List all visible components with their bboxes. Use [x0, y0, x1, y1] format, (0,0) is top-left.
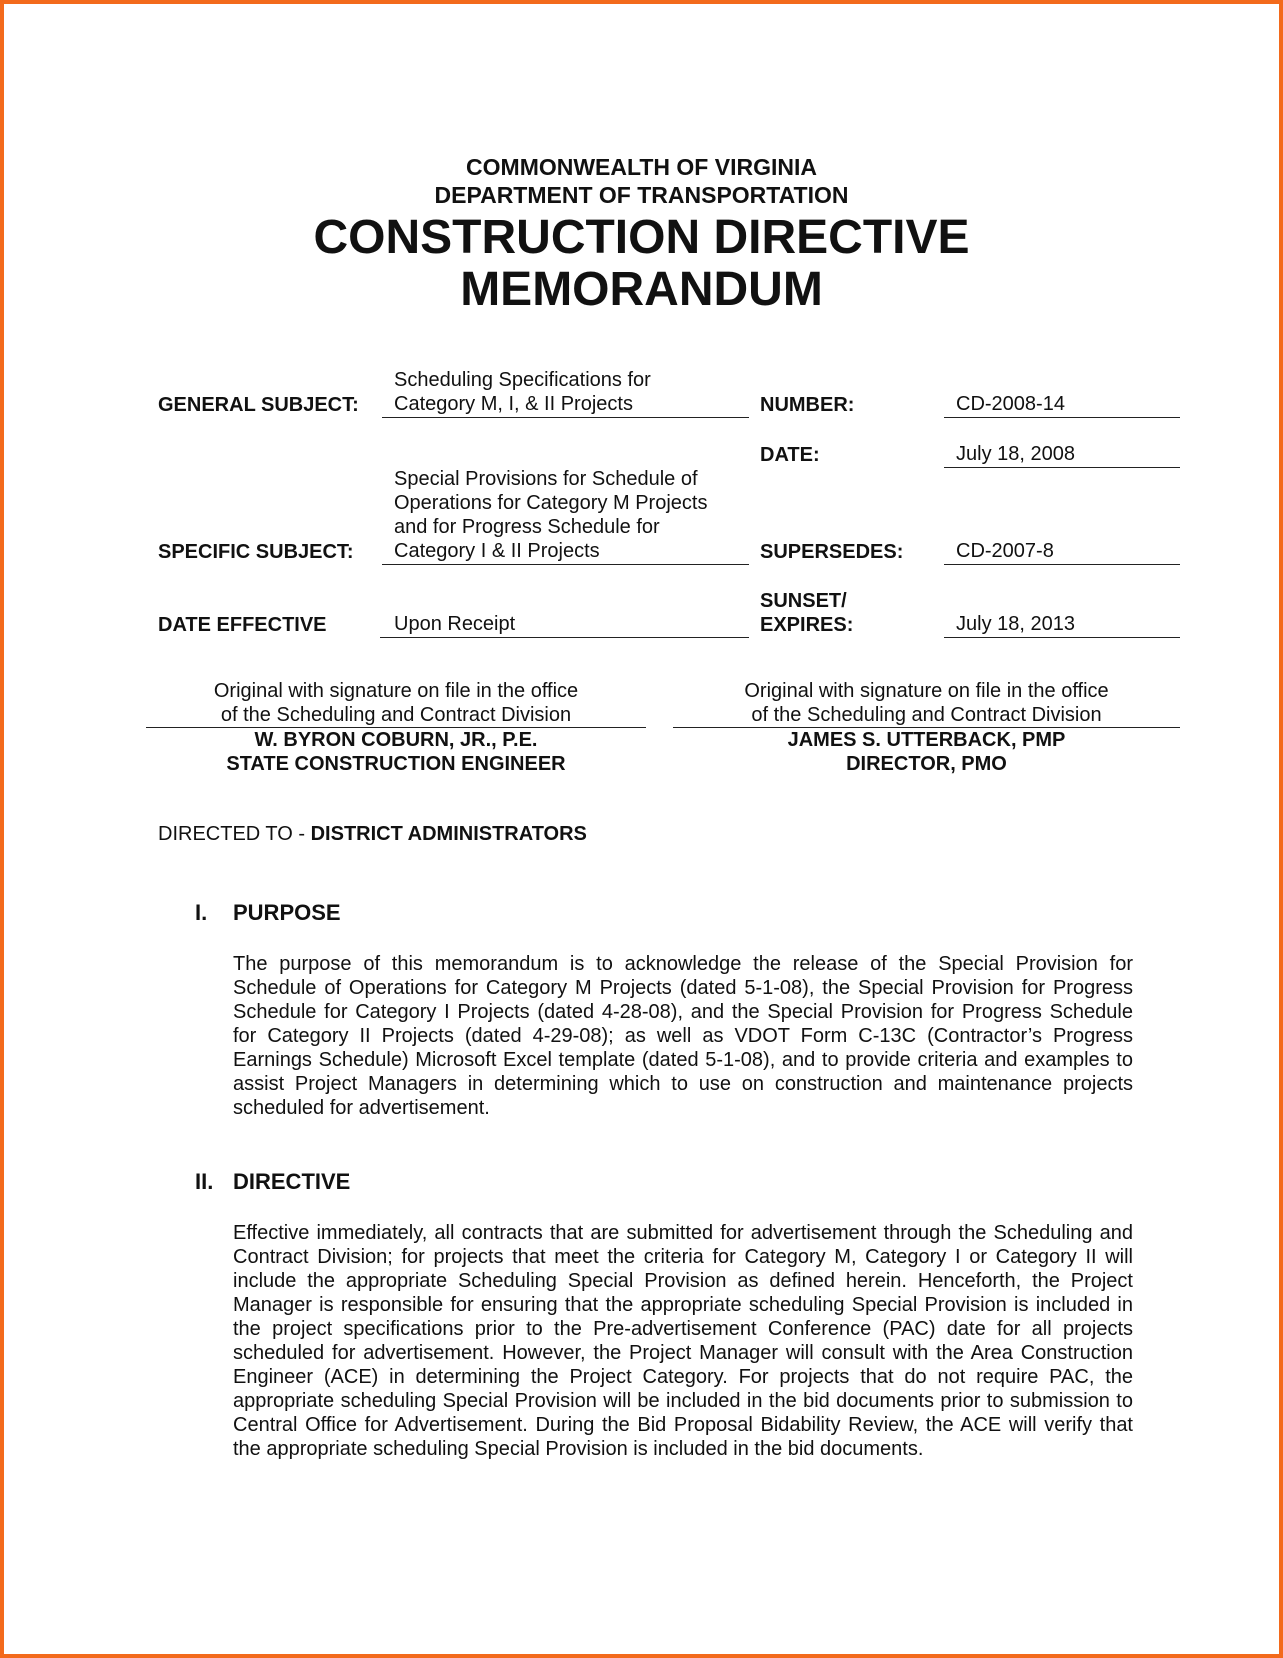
general-subject-line2: Category M, I, & II Projects	[394, 393, 633, 415]
signatory-title: STATE CONSTRUCTION ENGINEER	[226, 753, 566, 775]
directed-to	[158, 823, 587, 846]
header-commonwealth: COMMONWEALTH OF VIRGINIA	[466, 154, 817, 180]
specific-subject-underline	[382, 564, 749, 565]
section-body-directive: Effective immediately, all contracts that are submitted for advertisement through the Scheduling and Contract Division; for projects that meet the criteria for Category M, Category I or Category II will include the appropriate Scheduling Special Provision as defined herein. Henceforth, the Project Manager is responsible for ensuring that the appropriate scheduling Special Provision is included in the project specifications prior to the Pre-advertisement Conference (PAC) date for all projects scheduled for advertisement. However, the Project Manager will consult with the Area Construction Engineer (ACE) in determining the Project Category. For projects that do not require PAC, the appropriate scheduling Special Provision will be included in the bid documents prior to submission to Central Office for Advertisement. During the Bid Proposal Bidability Review, the ACE will verify that the appropriate scheduling Special Provision is included in the bid documents.	[233, 1222, 1133, 1460]
signature-note-line2: of the Scheduling and Contract Division	[220, 704, 572, 726]
general-subject-line1: Scheduling Specifications for	[394, 369, 651, 391]
specific-subject-label: SPECIFIC SUBJECT:	[158, 541, 354, 563]
specific-subject-line2: Operations for Category M Projects	[394, 492, 708, 514]
date-label: DATE:	[760, 444, 820, 466]
sunset-label-line2: EXPIRES:	[760, 614, 854, 636]
directed-to-recipient: DISTRICT ADMINISTRATORS	[310, 823, 587, 845]
signature-note-line1: Original with signature on file in the office	[213, 680, 579, 702]
date-effective-underline	[380, 637, 749, 638]
signature-note-line1: Original with signature on file in the office	[744, 680, 1109, 702]
date-value: July 18, 2008	[956, 443, 1075, 465]
general-subject-underline	[382, 417, 749, 418]
sunset-label-line1: SUNSET/	[760, 590, 847, 612]
header-department: DEPARTMENT OF TRANSPORTATION	[434, 182, 849, 208]
supersedes-value: CD-2007-8	[956, 540, 1054, 562]
specific-subject-line1: Special Provisions for Schedule of	[394, 468, 698, 490]
section-title-directive: DIRECTIVE	[233, 1169, 351, 1194]
date-effective-value: Upon Receipt	[394, 613, 516, 635]
document-title-line1: CONSTRUCTION DIRECTIVE	[313, 211, 970, 264]
section-number: II.	[195, 1169, 214, 1194]
number-label: NUMBER:	[760, 394, 855, 416]
number-value: CD-2008-14	[956, 393, 1065, 415]
specific-subject-line4: Category I & II Projects	[394, 540, 600, 562]
supersedes-label: SUPERSEDES:	[760, 541, 904, 563]
date-underline	[944, 467, 1180, 468]
signatory-title: DIRECTOR, PMO	[846, 753, 1007, 775]
number-underline	[944, 417, 1180, 418]
date-effective-label: DATE EFFECTIVE	[158, 614, 327, 636]
section-title-purpose: PURPOSE	[233, 900, 341, 925]
general-subject-label: GENERAL SUBJECT:	[158, 394, 359, 416]
section-body-purpose: The purpose of this memorandum is to acknowledge the release of the Special Provision for Schedule of Operations for Category M Projects (dated 5-1-08), the Special Provision for Progress Schedule for Category I Projects (dated 4-28-08), and the Special Provision for Progress Schedule for Category II Projects (dated 4-29-08); as well as VDOT Form C-13C (Contractor’s Progress Earnings Schedule) Microsoft Excel template (dated 5-1-08), and to provide criteria and examples to assist Project Managers in determining which to use on construction and maintenance projects scheduled for advertisement.	[233, 953, 1133, 1119]
supersedes-underline	[944, 564, 1180, 565]
sunset-value: July 18, 2013	[956, 613, 1075, 635]
signatory-name: W. BYRON COBURN, JR., P.E.	[254, 729, 538, 751]
signatory-name: JAMES S. UTTERBACK, PMP	[787, 729, 1066, 751]
document-title-line2: MEMORANDUM	[460, 263, 823, 316]
signature-note-line2: of the Scheduling and Contract Division	[751, 704, 1102, 726]
sunset-underline	[944, 637, 1180, 638]
specific-subject-line3: and for Progress Schedule for	[394, 516, 660, 538]
directed-to-prefix: DIRECTED TO -	[158, 823, 311, 845]
signature-block-right	[673, 679, 1180, 776]
section-number: I.	[195, 900, 208, 925]
signature-block-left	[146, 679, 646, 776]
